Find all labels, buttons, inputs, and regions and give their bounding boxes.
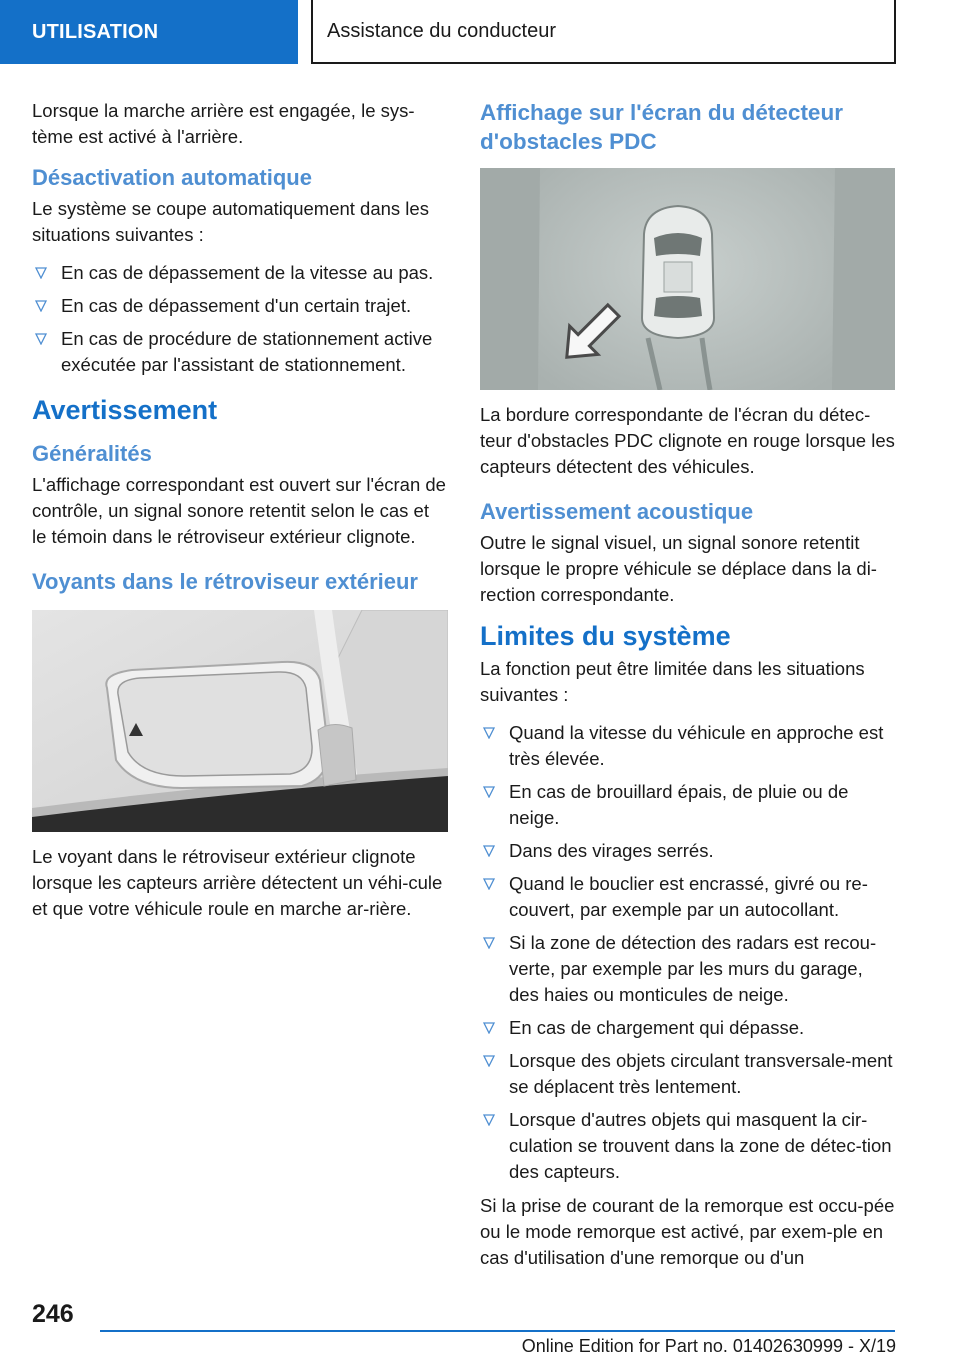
pdc-figure bbox=[480, 168, 895, 390]
deactivation-list bbox=[32, 260, 448, 378]
tail-paragraph: Si la prise de courant de la remorque est occu-pée ou le mode remorque est activé, par exem-ple en cas d'utilisation d'une remorque ou d'un bbox=[480, 1195, 895, 1268]
chapter-title: Assistance du conducteur bbox=[327, 19, 557, 42]
bullet-triangle-icon bbox=[483, 878, 495, 890]
pdc-caption: La bordure correspondante de l'écran du détec-teur d'obstacles PDC clignote en rouge lorsque les capteurs détectent des véhicules. bbox=[480, 404, 895, 477]
section-label: UTILISATION bbox=[32, 20, 159, 43]
mirror-caption: Le voyant dans le rétroviseur extérieur clignote lorsque les capteurs arrière détectent un véhi-cule et que votre véhicule roule en marche ar-rière. bbox=[32, 846, 443, 919]
list-item: En cas de brouillard épais, de pluie ou de neige. bbox=[480, 779, 896, 831]
bullet-triangle-icon bbox=[483, 845, 495, 857]
limits-text: La fonction peut être limitée dans les situations suivantes : bbox=[480, 658, 865, 705]
deactivation-heading: Désactivation automatique bbox=[32, 165, 312, 190]
list-item: En cas de dépassement de la vitesse au pas. bbox=[32, 260, 448, 286]
pdc-heading: Affichage sur l'écran du détecteur d'obstacles PDC bbox=[480, 100, 843, 154]
bullet-triangle-icon bbox=[35, 333, 47, 345]
general-heading: Généralités bbox=[32, 441, 152, 466]
footer-divider bbox=[100, 1330, 895, 1332]
intro-paragraph: Lorsque la marche arrière est engagée, le sys-tème est activé à l'arrière. bbox=[32, 100, 415, 147]
bullet-triangle-icon bbox=[483, 1055, 495, 1067]
list-item: En cas de dépassement d'un certain trajet. bbox=[32, 293, 448, 319]
list-item: En cas de chargement qui dépasse. bbox=[480, 1015, 896, 1041]
list-item: Dans des virages serrés. bbox=[480, 838, 896, 864]
list-item: Quand la vitesse du véhicule en approche est très élevée. bbox=[480, 720, 896, 772]
bullet-triangle-icon bbox=[35, 267, 47, 279]
chapter-header bbox=[311, 0, 896, 64]
bullet-triangle-icon bbox=[483, 786, 495, 798]
list-item: Lorsque d'autres objets qui masquent la cir-culation se trouvent dans la zone de détec-tion des capteurs. bbox=[480, 1107, 896, 1185]
bullet-triangle-icon bbox=[483, 1114, 495, 1126]
acoustic-text: Outre le signal visuel, un signal sonore retentit lorsque le propre véhicule se déplace dans la di-rection correspondante. bbox=[480, 532, 877, 605]
bullet-triangle-icon bbox=[483, 1022, 495, 1034]
limits-list bbox=[480, 720, 896, 1185]
mirror-heading: Voyants dans le rétroviseur extérieur bbox=[32, 569, 418, 594]
side-mirror-illustration bbox=[32, 610, 448, 832]
list-item: En cas de procédure de stationnement active exécutée par l'assistant de stationnement. bbox=[32, 326, 448, 378]
deactivation-text: Le système se coupe automatiquement dans les situations suivantes : bbox=[32, 198, 429, 245]
bullet-triangle-icon bbox=[483, 937, 495, 949]
list-item: Quand le bouclier est encrassé, givré ou re-couvert, par exemple par un autocollant. bbox=[480, 871, 896, 923]
pdc-screen-illustration bbox=[480, 168, 895, 390]
section-tab bbox=[0, 0, 298, 64]
list-item: Si la zone de détection des radars est recou-verte, par exemple par les murs du garage, des haies ou monticules de neige. bbox=[480, 930, 896, 1008]
bullet-triangle-icon bbox=[35, 300, 47, 312]
general-text: L'affichage correspondant est ouvert sur l'écran de contrôle, un signal sonore retentit selon le cas et le témoin dans le rétroviseur extérieur clignote. bbox=[32, 474, 446, 547]
warning-heading: Avertissement bbox=[32, 395, 218, 425]
edition-info: Online Edition for Part no. 01402630999 - X/19 bbox=[521, 1336, 896, 1356]
right-column bbox=[480, 98, 896, 1283]
left-column bbox=[32, 98, 448, 934]
mirror-figure bbox=[32, 610, 448, 832]
page-number: 246 bbox=[32, 1300, 74, 1328]
acoustic-heading: Avertissement acoustique bbox=[480, 499, 754, 524]
list-item: Lorsque des objets circulant transversale-ment se déplacent très lentement. bbox=[480, 1048, 896, 1100]
bullet-triangle-icon bbox=[483, 727, 495, 739]
limits-heading: Limites du système bbox=[480, 621, 731, 651]
